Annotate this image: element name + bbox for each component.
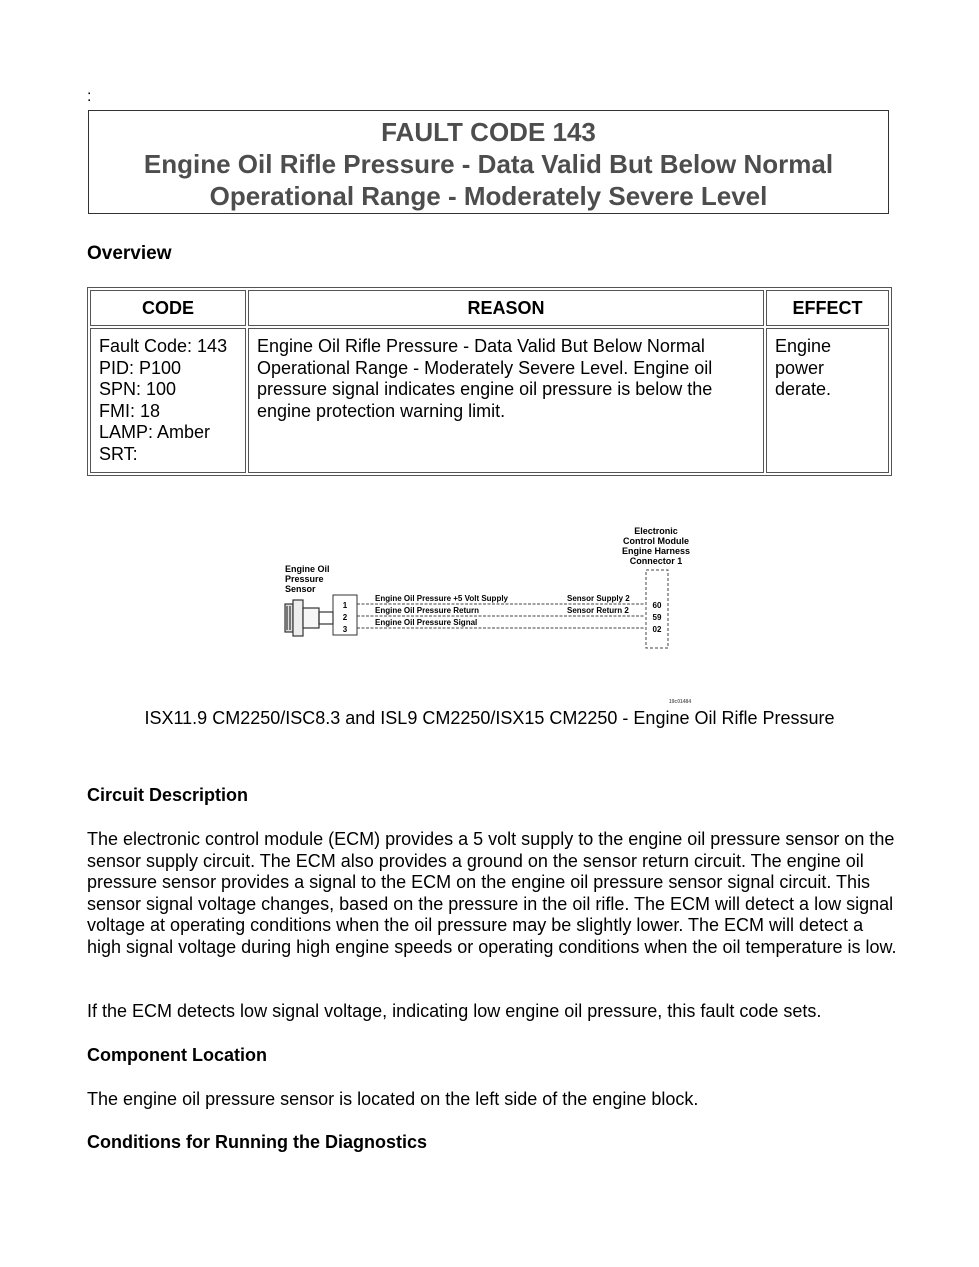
code-line: PID: P100 (99, 357, 182, 378)
ecm-pin: 60 (652, 601, 662, 610)
effect-cell: Engine power derate. (766, 328, 889, 473)
table-row (90, 328, 889, 473)
ecm-pin: 59 (652, 613, 662, 622)
ecm-wire-label: Sensor Supply 2 (567, 594, 630, 603)
column-header-effect: EFFECT (766, 290, 889, 326)
conditions-heading: Conditions for Running the Diagnostics (87, 1132, 427, 1152)
ecm-wire-label: Sensor Return 2 (567, 606, 629, 615)
sensor-pin: 1 (342, 601, 348, 610)
code-line: SRT: (99, 443, 138, 464)
overview-heading: Overview (87, 243, 172, 264)
oil-pressure-sensor-icon (285, 600, 333, 636)
figure-id: 19c01484 (668, 699, 692, 705)
leading-colon: : (87, 88, 92, 105)
sensor-label-line: Sensor (285, 584, 316, 594)
code-line: FMI: 18 (99, 400, 161, 421)
fault-code-subtitle-line2: Operational Range - Moderately Severe Level (209, 181, 768, 211)
fault-code-subtitle-line1: Engine Oil Rifle Pressure - Data Valid But Below Normal (143, 149, 834, 179)
ecm-label-line: Connector 1 (629, 556, 683, 566)
circuit-description-heading: Circuit Description (87, 785, 249, 805)
code-line: LAMP: Amber (99, 422, 211, 442)
figure-caption: ISX11.9 CM2250/ISC8.3 and ISL9 CM2250/ISX15 CM2250 - Engine Oil Rifle Pressure (144, 708, 835, 728)
ecm-label-line: Engine Harness (621, 546, 691, 556)
column-header-reason: REASON (248, 290, 764, 326)
wire-label: Engine Oil Pressure Signal (375, 618, 478, 627)
column-header-code: CODE (90, 290, 246, 326)
sensor-label-line: Pressure (285, 574, 324, 584)
fault-code-title: FAULT CODE 143 (381, 117, 596, 147)
code-line: Fault Code: 143 (99, 336, 228, 356)
wire-label: Engine Oil Pressure +5 Volt Supply (375, 594, 508, 603)
wiring-diagram (275, 522, 705, 707)
circuit-description-paragraph-2: If the ECM detects low signal voltage, indicating low engine oil pressure, this fault code sets. (87, 1001, 822, 1021)
ecm-label-line: Control Module (623, 536, 689, 546)
code-cell (90, 328, 246, 473)
wire-label: Engine Oil Pressure Return (375, 606, 480, 615)
ecm-label-line: Electronic (634, 526, 678, 536)
circuit-description-paragraph: The electronic control module (ECM) provides a 5 volt supply to the engine oil pressure sensor on the sensor supply circuit. The ECM also provides a ground on the sensor return circuit. The engine oil pressure sensor provides a signal to the ECM on the engine oil pressure sensor signal circuit. This sensor signal voltage changes, based on the pressure in the oil rifle. The ECM will detect a low signal voltage at operating conditions when the oil pressure may be slightly lower. The ECM will detect a high signal voltage during high engine speeds or operating conditions when the oil temperature is low. (87, 829, 897, 957)
fault-code-table (87, 287, 892, 476)
sensor-pin: 2 (342, 613, 348, 622)
code-line: SPN: 100 (99, 379, 177, 399)
fault-code-title-box (88, 110, 889, 214)
component-location-heading: Component Location (87, 1045, 267, 1065)
sensor-label-line: Engine Oil (285, 564, 330, 574)
table-header-row (90, 290, 889, 326)
sensor-pin: 3 (342, 625, 348, 634)
ecm-pin: 02 (652, 625, 662, 634)
component-location-paragraph: The engine oil pressure sensor is located on the left side of the engine block. (87, 1089, 699, 1109)
reason-cell: Engine Oil Rifle Pressure - Data Valid But Below Normal Operational Range - Moderately Severe Level. Engine oil pressure signal indicates engine oil pressure is below the engine protection warning limit. (248, 328, 764, 473)
